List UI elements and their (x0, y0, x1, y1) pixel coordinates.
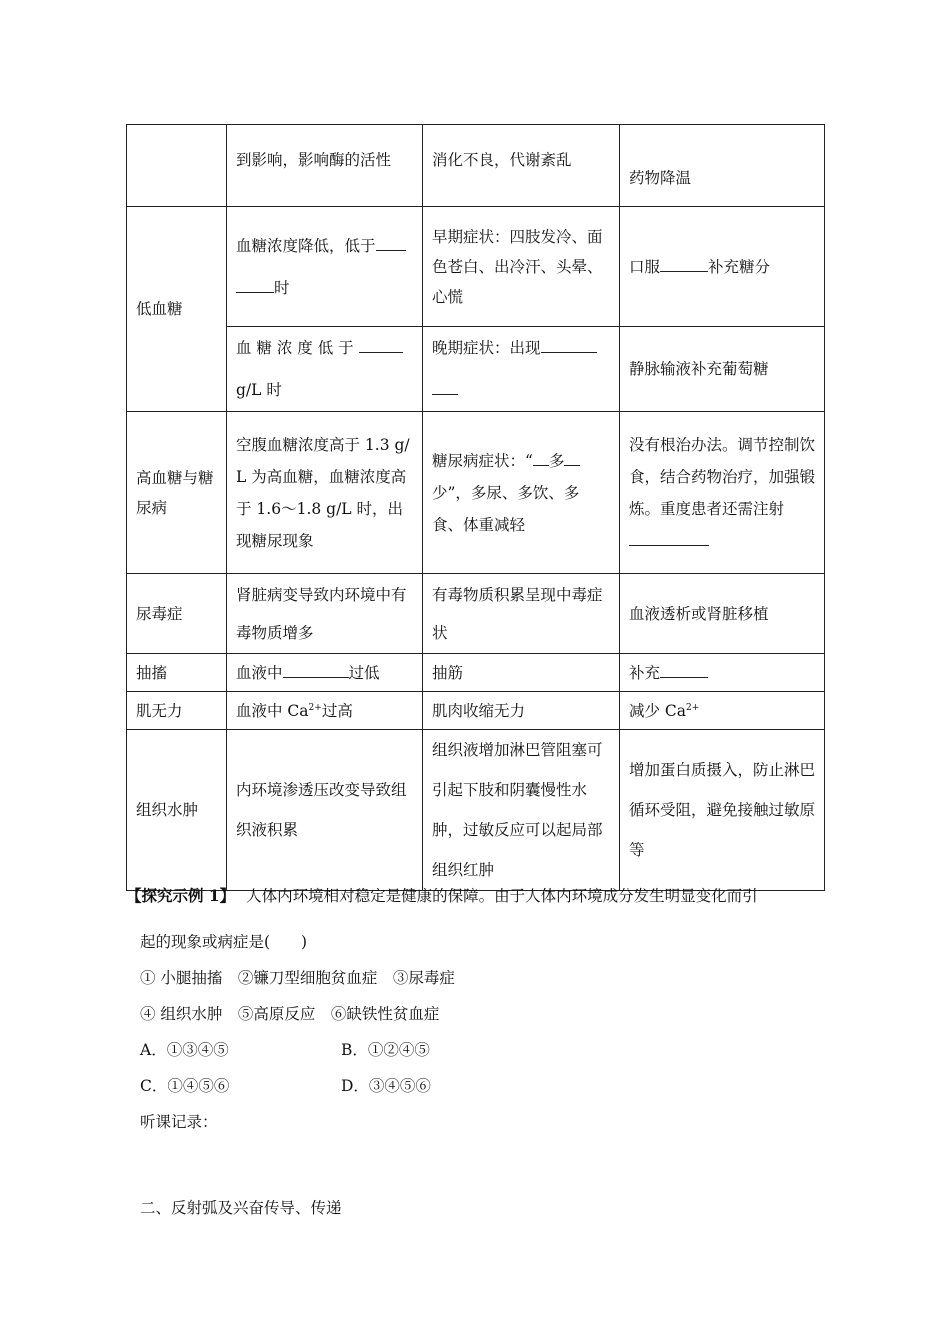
disease-table (126, 124, 825, 891)
table-row (127, 730, 825, 891)
treatment-cell: 没有根治办法。调节控制饮食，结合药物治疗，加强锻炼。重度患者还需注射 (620, 412, 825, 574)
blank-line (660, 253, 708, 272)
disease-cell: 低血糖 (127, 207, 227, 412)
question-stem: 人体内环境相对稳定是健康的保障。由于人体内环境成分发生明显变化而引 (246, 887, 758, 905)
blank-line (236, 274, 274, 293)
treatment-cell: 口服 补充糖分 (620, 207, 825, 327)
table-row (127, 412, 825, 574)
table-row (127, 692, 825, 730)
question-items: ④ 组织水肿 ⑤高原反应 ⑥缺铁性贫血症 (140, 1005, 440, 1023)
cause-cell: 血糖浓度降低，低于 时 (227, 207, 423, 327)
table-row (127, 327, 825, 412)
disease-cell: 肌无力 (127, 692, 227, 730)
disease-cell (127, 125, 227, 207)
cause-cell: 内环境渗透压改变导致组织液积累 (227, 730, 423, 891)
symptom-cell: 组织液增加淋巴管阻塞可引起下肢和阴囊慢性水肿，过敏反应可以起局部组织红肿 (423, 730, 620, 891)
blank-line (541, 334, 597, 353)
cause-cell: 到影响，影响酶的活性 (227, 125, 423, 207)
table-row (127, 654, 825, 692)
option-a: A．①③④⑤ (140, 1041, 229, 1059)
treatment-cell: 补充 (620, 654, 825, 692)
option-c: C．①④⑤⑥ (140, 1077, 230, 1095)
cause-cell: 血液中 $Ca^{2+}$过高 (227, 692, 423, 730)
disease-cell: 高血糖与糖尿病 (127, 412, 227, 574)
table-row (127, 125, 825, 207)
notes-label: 听课记录： (140, 1113, 218, 1131)
symptom-cell: 抽筋 (423, 654, 620, 692)
question-items: ① 小腿抽搐 ②镰刀型细胞贫血症 ③尿毒症 (140, 969, 455, 987)
blank-line (564, 447, 580, 466)
treatment-cell: 静脉输液补充葡萄糖 (620, 327, 825, 412)
cause-cell: 空腹血糖浓度高于 1.3 g/L 为高血糖，血糖浓度高于 1.6～1.8 g/L 时，出现糖尿现象 (227, 412, 423, 574)
blank-line (432, 376, 458, 395)
section-heading: 二、反射弧及兴奋传导、传递 (140, 1199, 342, 1217)
symptom-cell: 糖尿病症状：“ 多少”，多尿、多饮、多食、体重减轻 (423, 412, 620, 574)
cause-cell: 血液中 过低 (227, 654, 423, 692)
symptom-cell: 有毒物质积累呈现中毒症状 (423, 574, 620, 654)
treatment-cell: 血液透析或肾脏移植 (620, 574, 825, 654)
blank-line (283, 659, 349, 678)
blank-line (629, 527, 709, 546)
symptom-cell: 早期症状：四肢发冷、面色苍白、出冷汗、头晕、心慌 (423, 207, 620, 327)
blank-line (376, 232, 406, 251)
symptom-cell: 消化不良，代谢紊乱 (423, 125, 620, 207)
option-b: B．①②④⑤ (341, 1041, 430, 1059)
option-d: D．③④⑤⑥ (341, 1077, 431, 1095)
table-row (127, 574, 825, 654)
disease-cell: 组织水肿 (127, 730, 227, 891)
disease-cell: 抽搐 (127, 654, 227, 692)
treatment-cell: 增加蛋白质摄入，防止淋巴循环受阻，避免接触过敏原等 (620, 730, 825, 891)
treatment-cell: 减少 $Ca^{2+}$ (620, 692, 825, 730)
table-row (127, 207, 825, 327)
cause-cell: 肾脏病变导致内环境中有毒物质增多 (227, 574, 423, 654)
question-stem-continued: 起的现象或病症是( ) (140, 933, 308, 951)
disease-cell: 尿毒症 (127, 574, 227, 654)
treatment-cell: 药物降温 (620, 125, 825, 207)
blank-line (533, 447, 549, 466)
symptom-cell: 晚期症状：出现 (423, 327, 620, 412)
symptom-cell: 肌肉收缩无力 (423, 692, 620, 730)
blank-line (660, 659, 708, 678)
cause-cell: 血 糖 浓 度 低 于 g/L 时 (227, 327, 423, 412)
example-label: 【探究示例 1】 (126, 886, 236, 905)
blank-line (359, 334, 403, 353)
